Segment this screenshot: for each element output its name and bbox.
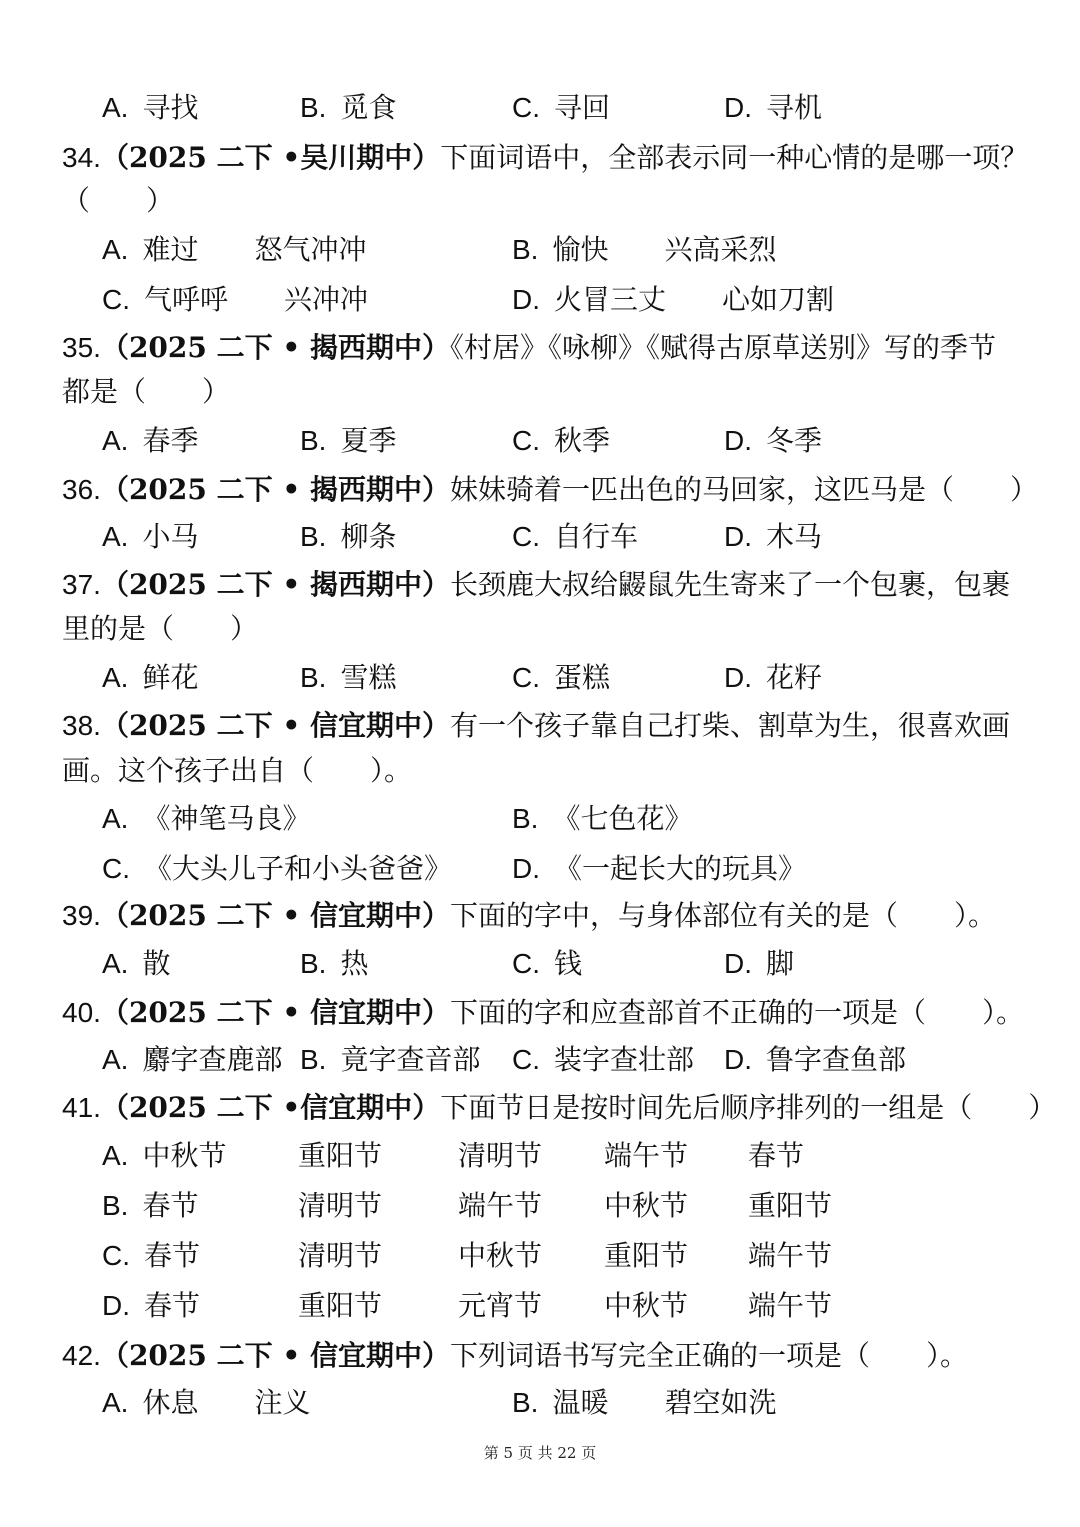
q37-option-b: B. 雪糕	[300, 661, 397, 694]
q41-d-item: 端午节	[748, 1289, 833, 1322]
q41-a-item: 端午节	[604, 1139, 689, 1172]
q37-option-c: C. 蛋糕	[512, 661, 611, 694]
q35-option-b: B. 夏季	[300, 424, 397, 457]
q41-a-item: 重阳节	[298, 1139, 383, 1172]
q34-option-b: B. 愉快 兴高采烈	[512, 233, 777, 266]
q40-option-d: D. 鲁字查鱼部	[724, 1043, 907, 1076]
q34-option-c: C. 气呼呼 兴冲冲	[102, 283, 369, 316]
q41-stem: 41.（2025 二下 •信宜期中）下面节日是按时间先后顺序排列的一组是（ ）	[62, 1091, 1057, 1124]
q38-stem-cont: 画。这个孩子出自（ ）。	[62, 754, 413, 787]
q42-option-b: B. 温暖 碧空如洗	[512, 1386, 777, 1419]
q41-b-item: 端午节	[458, 1189, 543, 1222]
q41-b-item: 清明节	[298, 1189, 383, 1222]
q33-option-a: A. 寻找	[102, 91, 199, 124]
q41-c-item: 端午节	[748, 1239, 833, 1272]
q41-a-item: 清明节	[458, 1139, 543, 1172]
q34-option-a: A. 难过 怒气冲冲	[102, 233, 367, 266]
q41-d-item: 重阳节	[298, 1289, 383, 1322]
q41-c-item: 重阳节	[604, 1239, 689, 1272]
q40-option-b: B. 竟字查音部	[300, 1043, 481, 1076]
q41-b-item: 重阳节	[748, 1189, 833, 1222]
q34-stem: 34.（2025 二下 •吴川期中）下面词语中，全部表示同一种心情的是哪一项？	[62, 141, 1029, 174]
q41-option-d-letter: D. 春节	[102, 1289, 201, 1322]
q38-option-a: A. 《神笔马良》	[102, 802, 311, 835]
q41-c-item: 清明节	[298, 1239, 383, 1272]
q33-option-d: D. 寻机	[724, 91, 823, 124]
page-footer: 第 5 页 共 22 页	[483, 1444, 597, 1462]
q35-option-d: D. 冬季	[724, 424, 823, 457]
q38-option-d: D. 《一起长大的玩具》	[512, 852, 807, 885]
q38-stem: 38.（2025 二下 • 信宜期中）有一个孩子靠自己打柴、割草为生，很喜欢画	[62, 709, 1011, 742]
q38-option-b: B. 《七色花》	[512, 802, 693, 835]
q36-option-b: B. 柳条	[300, 520, 397, 553]
q40-option-a: A. 麝字查鹿部	[102, 1043, 283, 1076]
q35-stem-cont: 都是（ ）	[62, 375, 231, 408]
q36-option-a: A. 小马	[102, 520, 199, 553]
q39-stem: 39.（2025 二下 • 信宜期中）下面的字中，与身体部位有关的是（ ）。	[62, 899, 997, 932]
q41-option-c-letter: C. 春节	[102, 1239, 201, 1272]
q40-stem: 40.（2025 二下 • 信宜期中）下面的字和应查部首不正确的一项是（ ）。	[62, 996, 1025, 1029]
q40-option-c: C. 装字查壮部	[512, 1043, 695, 1076]
q39-option-b: B. 热	[300, 947, 369, 980]
q37-stem: 37.（2025 二下 • 揭西期中）长颈鹿大叔给鼹鼠先生寄来了一个包裹，包裹	[62, 568, 1011, 601]
q37-option-d: D. 花籽	[724, 661, 823, 694]
q39-option-d: D. 脚	[724, 947, 795, 980]
q35-option-a: A. 春季	[102, 424, 199, 457]
q41-c-item: 中秋节	[458, 1239, 543, 1272]
q39-option-c: C. 钱	[512, 947, 583, 980]
q37-stem-cont: 里的是（ ）	[62, 612, 259, 645]
q38-option-c: C. 《大头儿子和小头爸爸》	[102, 852, 453, 885]
q34-stem-cont: （ ）	[62, 184, 175, 217]
q34-option-d: D. 火冒三丈 心如刀割	[512, 283, 835, 316]
q41-d-item: 元宵节	[458, 1289, 543, 1322]
q41-b-item: 中秋节	[604, 1189, 689, 1222]
q39-option-a: A. 散	[102, 947, 171, 980]
q33-option-b: B. 觅食	[300, 91, 397, 124]
q35-option-c: C. 秋季	[512, 424, 611, 457]
q36-option-c: C. 自行车	[512, 520, 639, 553]
q41-option-b-letter: B. 春节	[102, 1189, 199, 1222]
q41-a-item: 春节	[748, 1139, 805, 1172]
q36-stem: 36.（2025 二下 • 揭西期中）妹妹骑着一匹出色的马回家，这匹马是（ ）	[62, 473, 1039, 506]
q37-option-a: A. 鲜花	[102, 661, 199, 694]
q36-option-d: D. 木马	[724, 520, 823, 553]
q41-d-item: 中秋节	[604, 1289, 689, 1322]
q35-stem: 35.（2025 二下 • 揭西期中）《村居》《咏柳》《赋得古原草送别》写的季节	[62, 331, 997, 364]
q33-option-c: C. 寻回	[512, 91, 611, 124]
q42-stem: 42.（2025 二下 • 信宜期中）下列词语书写完全正确的一项是（ ）。	[62, 1339, 969, 1372]
q42-option-a: A. 休息 注义	[102, 1386, 311, 1419]
q41-option-a-letter: A. 中秋节	[102, 1139, 227, 1172]
